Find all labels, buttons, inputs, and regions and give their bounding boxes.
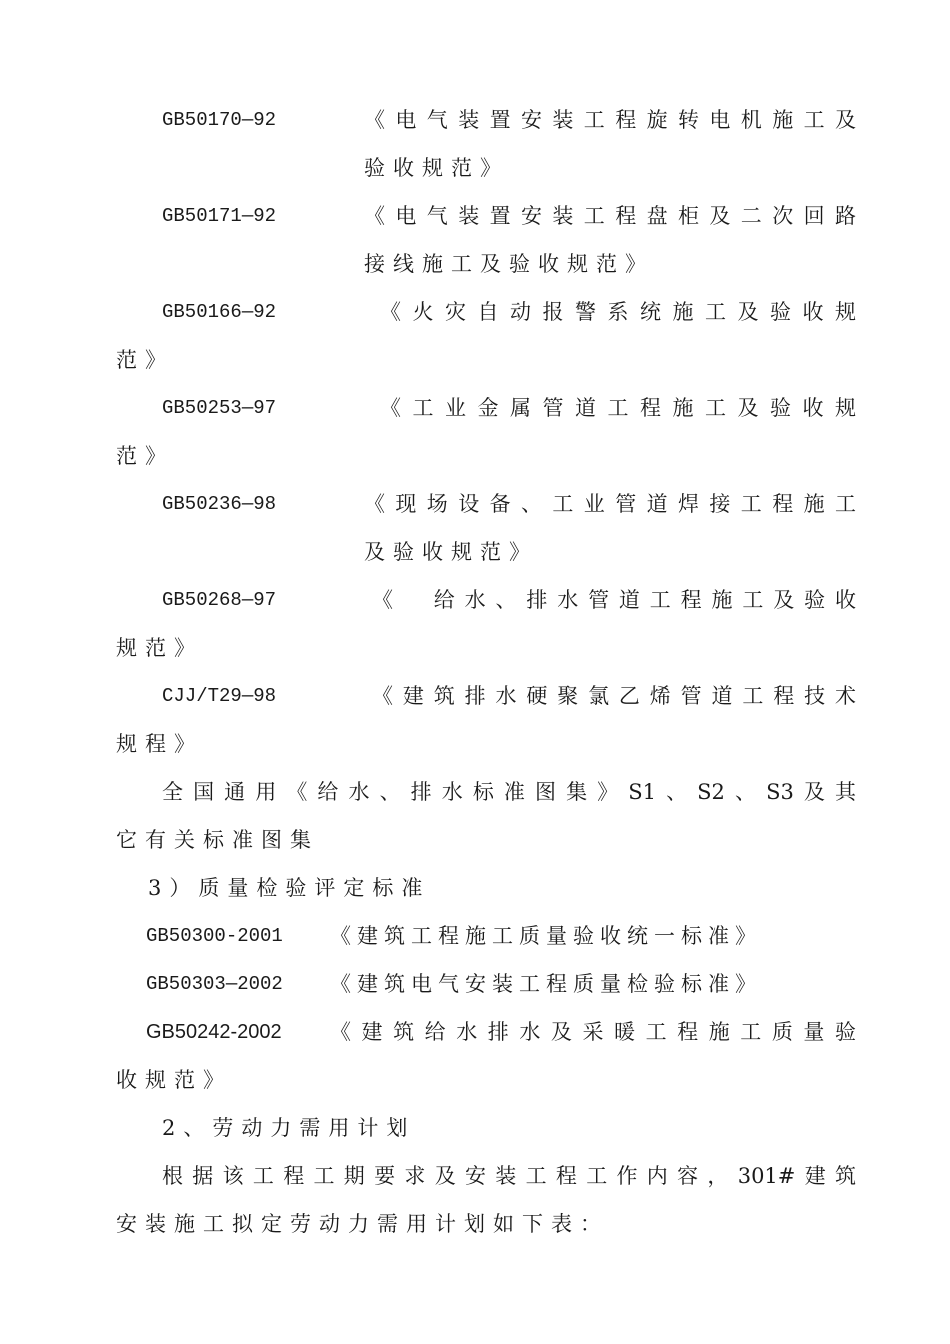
body-paragraph: 根据该工程工期要求及安装工程工作内容，301#建筑 <box>162 1164 856 1188</box>
atlas-line: 全国通用《给水、排水标准图集》S1、S2、S3及其 <box>162 780 856 804</box>
standard-title-cont: 及验收规范》 <box>364 540 538 564</box>
quality-code: GB50300-2001 <box>146 925 283 947</box>
standard-code: GB50236—98 <box>162 493 277 515</box>
quality-code: GB50242-2002 <box>146 1021 282 1043</box>
standard-title-cont: 规程》 <box>116 732 203 756</box>
standard-code: CJJ/T29—98 <box>162 685 277 707</box>
quality-title: 《建筑电气安装工程质量检验标准》 <box>330 972 762 996</box>
quality-title: 《建筑给水排水及采暖工程施工质量验 <box>330 1020 856 1044</box>
standard-title-cont: 范》 <box>116 348 174 372</box>
standard-title: 《 给水、排水管道工程施工及验收 <box>372 588 856 612</box>
standard-title: 《电气装置安装工程旋转电机施工及 <box>364 108 856 132</box>
quality-code: GB50303—2002 <box>146 973 283 995</box>
standard-title: 《建筑排水硬聚氯乙烯管道工程技术 <box>372 684 856 708</box>
standard-code: GB50170—92 <box>162 109 277 131</box>
section-heading: 3）质量检验评定标准 <box>148 876 431 900</box>
atlas-line-cont: 它有关标准图集 <box>116 828 319 852</box>
section-heading: 2、劳动力需用计划 <box>162 1116 416 1140</box>
quality-title: 《建筑工程施工质量验收统一标准》 <box>330 924 762 948</box>
standard-code: GB50268—97 <box>162 589 277 611</box>
standard-title-cont: 范》 <box>116 444 174 468</box>
standard-code: GB50171—92 <box>162 205 277 227</box>
body-paragraph-cont: 安装施工拟定劳动力需用计划如下表： <box>116 1212 609 1236</box>
standard-title-cont: 验收规范》 <box>364 156 509 180</box>
standard-title: 《电气装置安装工程盘柜及二次回路 <box>364 204 856 228</box>
standard-title: 《火灾自动报警系统施工及验收规 <box>380 300 856 324</box>
standard-code: GB50253—97 <box>162 397 277 419</box>
standard-title-cont: 规范》 <box>116 636 203 660</box>
quality-title-cont: 收规范》 <box>116 1068 232 1092</box>
standard-title: 《工业金属管道工程施工及验收规 <box>380 396 856 420</box>
standard-title-cont: 接线施工及验收规范》 <box>364 252 654 276</box>
standard-code: GB50166—92 <box>162 301 277 323</box>
standard-title: 《现场设备、工业管道焊接工程施工 <box>364 492 856 516</box>
